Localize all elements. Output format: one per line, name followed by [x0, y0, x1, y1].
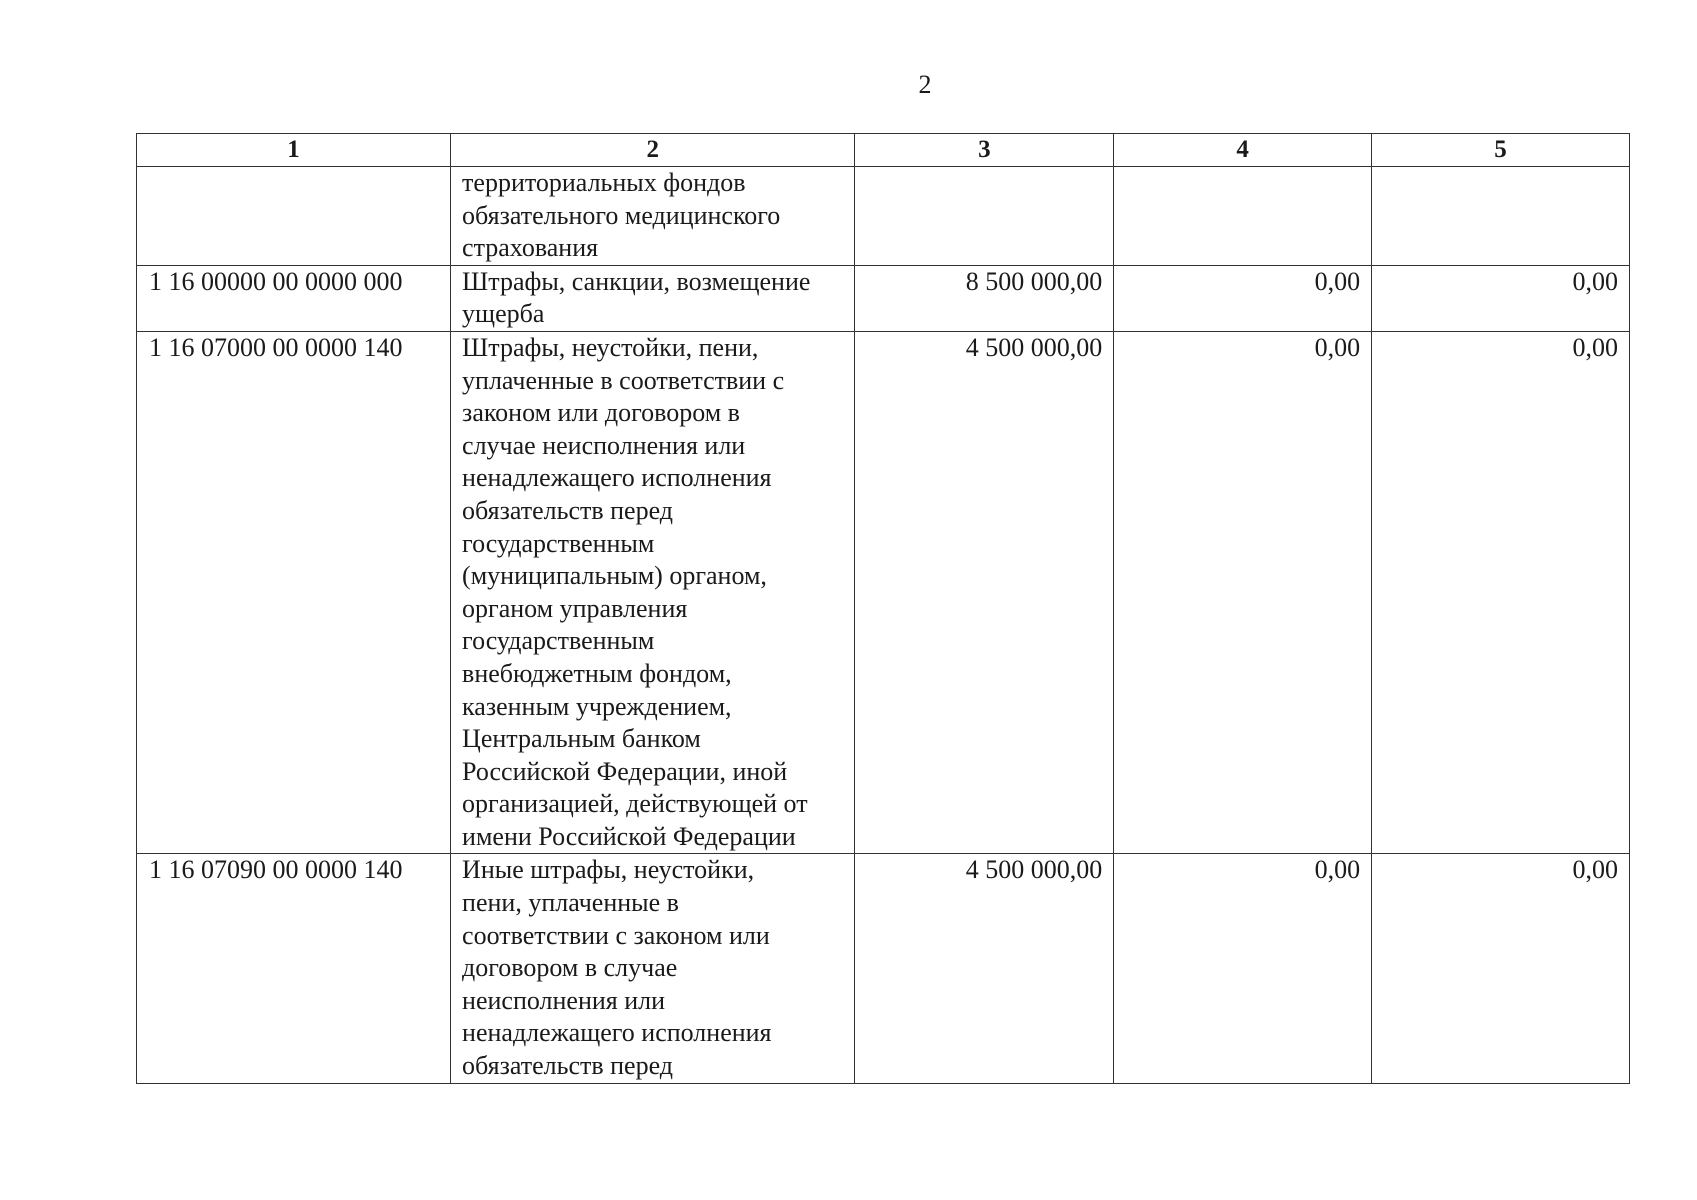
page-number: 2: [918, 70, 932, 99]
cell-col4: 0,00: [1114, 331, 1372, 854]
cell-code: 1 16 07090 00 0000 140: [137, 854, 451, 1083]
description-line: уплаченные в соответствии с: [462, 365, 785, 395]
description-line: ненадлежащего исполнения: [462, 463, 772, 493]
description-line: (муниципальным) органом,: [462, 561, 767, 591]
cell-code: [137, 167, 451, 266]
column-header-4: 4: [1114, 134, 1372, 167]
table-row: [137, 265, 1630, 331]
description-line: случае неисполнения или: [462, 430, 746, 460]
description-line: обязательного медицинского: [462, 200, 781, 230]
cell-col3: 4 500 000,00: [855, 331, 1114, 854]
column-header-5: 5: [1372, 134, 1630, 167]
description-line: имени Российской Федерации: [462, 821, 796, 851]
cell-col4: [1114, 167, 1372, 266]
description-line: внебюджетным фондом,: [462, 658, 732, 688]
cell-col5: 0,00: [1372, 331, 1630, 854]
table-header: [137, 134, 1630, 167]
column-header-1: 1: [137, 134, 451, 167]
description-line: органом управления: [462, 593, 688, 623]
description-line: обязательств перед: [462, 1051, 674, 1081]
cell-col3: 8 500 000,00: [855, 265, 1114, 331]
description-line: организацией, действующей от: [462, 789, 808, 819]
description-line: Штрафы, санкции, возмещение: [462, 266, 811, 296]
description-line: договором в случае: [462, 953, 678, 983]
cell-code: 1 16 07000 00 0000 140: [137, 331, 451, 854]
cell-description: [451, 331, 855, 854]
description-line: Центральным банком: [462, 724, 701, 754]
description-line: пени, уплаченные в: [462, 888, 679, 918]
description-line: ненадлежащего исполнения: [462, 1018, 772, 1048]
cell-description: [451, 167, 855, 266]
description-line: неисполнения или: [462, 985, 666, 1015]
table-row: [137, 854, 1630, 1083]
cell-description: [451, 854, 855, 1083]
cell-code: 1 16 00000 00 0000 000: [137, 265, 451, 331]
column-header-3: 3: [855, 134, 1114, 167]
cell-col3: [855, 167, 1114, 266]
description-line: законом или договором в: [462, 398, 740, 428]
cell-col4: 0,00: [1114, 854, 1372, 1083]
table-row: [137, 331, 1630, 854]
header-row: [137, 134, 1630, 167]
cell-col5: 0,00: [1372, 265, 1630, 331]
description-line: казенным учреждением,: [462, 691, 732, 721]
table-row: [137, 167, 1630, 266]
cell-col5: [1372, 167, 1630, 266]
description-line: страхования: [462, 233, 599, 263]
description-line: ущерба: [462, 299, 545, 329]
description-line: Штрафы, неустойки, пени,: [462, 332, 759, 362]
description-line: государственным: [462, 528, 655, 558]
cell-col5: 0,00: [1372, 854, 1630, 1083]
description-line: Иные штрафы, неустойки,: [462, 855, 755, 885]
description-line: территориальных фондов: [462, 168, 746, 197]
revenue-table: [136, 133, 1630, 1084]
table-body: [137, 167, 1630, 1084]
cell-col3: 4 500 000,00: [855, 854, 1114, 1083]
description-line: государственным: [462, 626, 655, 656]
description-line: обязательств перед: [462, 495, 674, 525]
cell-col4: 0,00: [1114, 265, 1372, 331]
column-header-2: 2: [451, 134, 855, 167]
description-line: Российской Федерации, иной: [462, 756, 788, 786]
description-line: соответствии с законом или: [462, 920, 770, 950]
cell-description: [451, 265, 855, 331]
